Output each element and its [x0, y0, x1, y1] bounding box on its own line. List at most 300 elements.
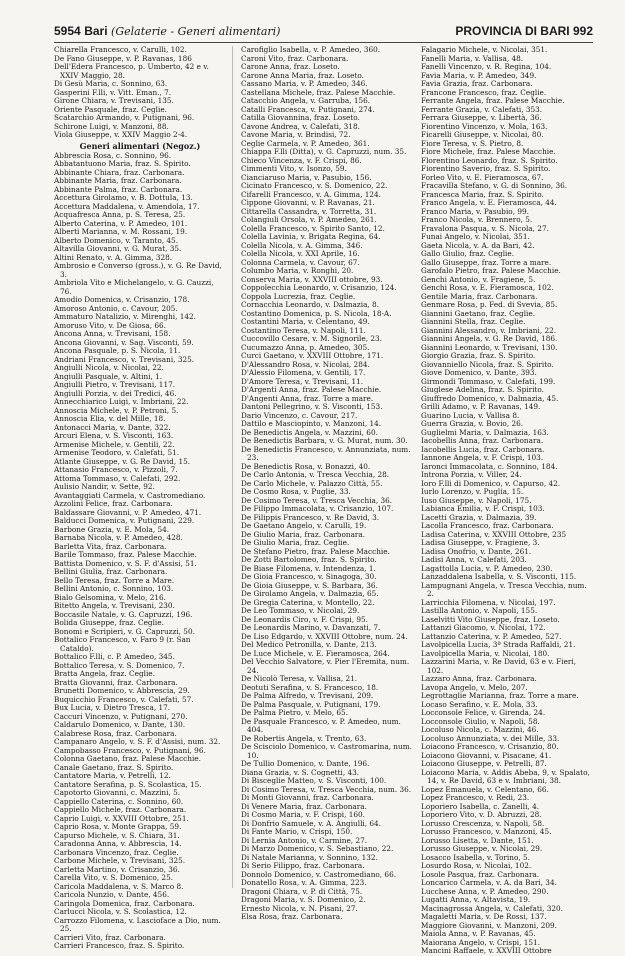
list-item: Barile Tommaso, fraz. Palese Macchie. — [54, 550, 197, 559]
list-item: Bitetto Angela, v. Trevisani, 230. — [54, 601, 175, 610]
list-item: Accettura Girolamo, v. B. Dottula, 13. — [54, 193, 193, 202]
list-item: Coppola Lucrezia, fraz. Ceglie. — [241, 291, 356, 301]
list-item: De Leonardis Ciro, v. F. Crispi, 95. — [241, 614, 368, 624]
list-item: Locoluso Nicola, c. Mazzini, 46. — [421, 725, 539, 734]
list-item: D'Alessandro Rosa, v. Nicolai, 284. — [241, 359, 370, 369]
list-item: Ernesto Nicola, v. N. Pisani, 27. — [241, 903, 358, 913]
list-item: De Gregia Caterina, v. Montello, 22. — [241, 597, 375, 607]
list-item: Lacolla Francesco, fraz. Carbonara. — [421, 521, 554, 530]
list-item: Caccuri Vincenzo, v. Putignani, 270. — [54, 711, 188, 721]
list-item: Cifarelli Francesco, v. A. Gimma, 124. — [241, 189, 382, 199]
list-item: Di Venere Maria, fraz. Carbonara. — [241, 801, 367, 811]
list-item: Abbatantuono Maria, fraz. S. Spirito. — [54, 159, 191, 168]
list-item: Fracavilla Stefano, v. G. di Sonnino, 36. — [421, 181, 568, 190]
list-item: Carletta Martino, v. Crisanzio, 36. — [54, 864, 180, 874]
list-item: Dragoni Chiara, v. P. di Città, 75. — [241, 886, 363, 896]
list-item: Gallo Giulio, fraz. Ceglie. — [421, 249, 515, 258]
list-item: De Carlo Michele, v. Palazzo Città, 55. — [241, 478, 383, 488]
list-item: Barnaba Nicola, v. P. Amedeo, 428. — [54, 533, 183, 542]
list-item: Giannini Angela, v. G. Re David, 186. — [421, 334, 558, 343]
list-item: Di Marzo Domenico, v. S. Sebastiano, 22. — [241, 844, 394, 853]
list-item: Caricola Maddalena, v. S. Marco 8. — [54, 881, 184, 891]
list-item: Ceglie Carmela, v. P. Amedeo, 361. — [241, 138, 370, 148]
list-item: Maiola Anna, v. P. Ravanas, 45. — [421, 929, 536, 938]
list-item: De Gioia Giuseppe, v. S. Barbara, 36. — [241, 580, 378, 590]
list-item: Cappiello Caterina, c. Sonnino, 60. — [54, 796, 184, 806]
list-item: De Cosmo Rosa, v. Puglie, 33. — [241, 487, 351, 496]
list-item: Ferrara Giuseppe, v. Libertà, 36. — [421, 113, 542, 122]
list-item: Diana Grazia, v. S. Cognetti, 43. — [241, 767, 360, 777]
list-item: Deotuti Serafina, v. S. Francesco, 18. — [241, 682, 379, 692]
list-item: Lopez Emanuela, v. Celentano, 66. — [421, 784, 549, 794]
list-item: Balducci Domenica, v. Putignani, 229. — [54, 516, 195, 525]
list-item: Catalli Francesca, v. Putignani, 274. — [241, 104, 375, 114]
list-item: Abbrescia Rosa, c. Sonnino, 96. — [54, 150, 172, 160]
list-item: Carrieri Vito, fraz. Carbonara. — [54, 932, 166, 942]
list-item: De Robertis Angela, v. Trento, 63. — [241, 733, 367, 743]
list-item: Curci Gaetano, v. XXVIII Ottobre, 171. — [241, 351, 384, 360]
list-item: Falagario Michele, v. Nicolai, 351. — [421, 45, 548, 54]
list-item: De Filippis Francesco, v. Re David, 3. — [241, 512, 380, 522]
column-middle — [241, 45, 413, 921]
list-item: Schirone Luigi, v. Manzoni, 88. — [54, 121, 169, 131]
list-item: Carbone Michele, v. Trevisani, 325. — [54, 856, 186, 865]
list-item: Grilli Adamo, v. P. Ravanas, 149. — [421, 402, 541, 411]
list-item: Armenise Teodoro, v. Calefati, 51. — [54, 448, 180, 457]
list-item: Lampugnani Angela, v. Tresca Vecchia, num. 2. — [421, 580, 587, 598]
list-item: Genchi Antonio, v. Fragiene, 5. — [421, 274, 536, 284]
list-item: Fiore Teresa, v. S. Pietro, 8. — [421, 138, 524, 148]
list-item: Lagattolla Lucia, v. P. Amedeo, 230. — [421, 563, 553, 573]
list-item: Gallo Giuseppe, fraz. Torre a mare. — [421, 257, 552, 267]
list-item: Baldassare Giovanni, v. P. Amedeo, 471. — [54, 507, 202, 517]
listing-columns — [54, 45, 593, 955]
list-item: Cavone Maria, v. Brindisi, 72. — [241, 130, 351, 139]
list-item: Costantino Teresa, v. Napoli, 111. — [241, 325, 366, 335]
list-item: Angiulli Pasquale, v. Altini, 1. — [54, 371, 163, 381]
list-item: Iacobellis Anna, fraz. Carbonara. — [421, 436, 544, 445]
list-item: Ancona Pasquale, p. S. Nicola, 11. — [54, 346, 181, 355]
list-item: Annoscia Michele, v. P. Petroni, 5. — [54, 405, 179, 415]
list-item: De Palma Pietro, v. Melo, 65. — [241, 708, 349, 717]
list-item: Dattilo e Masciopinto, v. Manzoni, 14. — [241, 419, 382, 428]
list-item: De Zotti Bartolomeo, fraz. S. Spirito. — [241, 555, 377, 564]
list-item: Florentino Leonardo, fraz. S. Spirito. — [421, 155, 558, 165]
list-item: De Leonardis Marino, v. Davanzati, 7. — [241, 623, 381, 632]
list-item: Carbonara Vincenzo, fraz. Ceglie. — [54, 847, 179, 857]
list-item: Lorusso Lisetta, v. Dante, 151. — [421, 835, 534, 845]
list-item: Cavone Andrea, v. Calefati, 318. — [241, 121, 360, 131]
list-item: De Carlo Antonia, v. Tresca Vecchia, 28. — [241, 470, 390, 479]
list-item: Bialo Gelsomina, v. Melo, 216. — [54, 592, 166, 602]
list-item: Arcuri Elena, v. S. Visconti, 163. — [54, 431, 174, 440]
list-item: Dell'Edera Francesco, p. Umberto, 42 e v. XXIV Maggio, 28. — [54, 62, 209, 80]
list-item: De Benedictis Angela, v. Mazzini, 60. — [241, 427, 378, 437]
list-item: Chiappa F.lli (Ditta), v. G. Capruzzi, num. 35. — [241, 147, 407, 156]
list-item: Giovanniello Nicola, fraz. S. Spirito. — [421, 359, 554, 369]
list-item: Attoma Tommaso, v. Calefati, 292. — [54, 473, 181, 483]
list-item: Ancona Giovanni, v. Sag. Visconti, 59. — [54, 337, 194, 347]
list-item: Caringola Domenica, fraz. Carbonara. — [54, 898, 195, 908]
list-item: Carrozzo Filomena, v. Lascioface a Dio, num. 25. — [54, 915, 221, 933]
list-item: Di Cosimo Teresa, v. Tresca Vecchia, num. 36. — [241, 784, 412, 794]
list-item: Forleo Vito, v. E. Fieramosca, 67. — [421, 172, 544, 182]
list-item: Canale Gaetano, fraz. S. Spirito. — [54, 762, 174, 772]
list-item: Giuffredo Domenico, v. Dalmazia, 45. — [421, 393, 559, 403]
list-item: Funai Angelo, v. Nicolai, 351. — [421, 232, 530, 241]
list-item: Di Gesù Maria, c. Sonnino, 63. — [54, 79, 168, 88]
list-item: Lattanzio Caterina, v. P. Amedeo, 527. — [421, 631, 562, 641]
list-item: Chieco Vincenza, v. F. Crispi, 86. — [241, 155, 362, 165]
list-item: De Filippo Immacolata, v. Crisanzio, 107. — [241, 504, 394, 513]
list-item: Guarino Lucia, v. Vallisa 8. — [421, 410, 520, 420]
list-item: Cianciaruso Maria, v. Pasubio, 156. — [241, 172, 372, 182]
list-item: Franco Angela, v. E. Fieramosca, 44. — [421, 198, 557, 207]
list-item: Alberto Caterina, v. P. Amedeo, 101. — [54, 218, 188, 228]
list-item: Cippone Giovanni, v. P. Ravanas, 21. — [241, 198, 375, 207]
list-item: Capurso Michele, v. S. Chiara, 31. — [54, 830, 180, 840]
list-item: Costantino Domenica, p. S. Nicola, 18-A. — [241, 308, 392, 318]
list-item: Franco Nicola, v. Brennero, 5. — [421, 215, 533, 224]
list-item: Iaronci Immacolata, c. Sonnino, 184. — [421, 461, 558, 471]
list-item: De Tullio Domenico, v. Dante, 196. — [241, 759, 370, 768]
list-item: De Pasquale Francesco, v. P. Amedeo, num. 404. — [241, 716, 401, 734]
list-item: Giannini Leonardo, v. Trevisani, 130. — [421, 342, 558, 352]
list-item: Ferrante Grazia, v. Calefati, 353. — [421, 104, 543, 114]
list-item: Abbinante Palma, fraz. Carbonara. — [54, 184, 183, 194]
list-item: Caprio Rosa, v. Monte Grappa, 59. — [54, 822, 182, 831]
list-item: Di Fante Mario, v. Crispi, 150. — [241, 827, 353, 836]
list-item: Bellini Giulia, fraz. Carbonara. — [54, 567, 168, 576]
list-item: De Giulio Maria, fraz. Ceglie. — [241, 538, 350, 547]
list-item: Giannini Alessandro, v. Imbriani, 22. — [421, 325, 557, 335]
list-item: De Palma Pasquale, v. Putignani, 179. — [241, 699, 381, 709]
list-item: Viola Giuseppe, v. XXIV Maggio 2-4. — [54, 130, 188, 139]
list-item: Fanelli Maria, v. Vallisa, 48. — [421, 53, 524, 63]
list-item: De Gaetano Angelo, v. Carulli, 19. — [241, 521, 367, 530]
list-item: Bottalico F.lli, c. P. Amedeo, 345. — [54, 652, 175, 661]
section-subtitle: (Gelaterie - Generi alimentari) — [111, 25, 281, 38]
list-item: Lavolpicella Maria, v. Nicolai, 180. — [421, 648, 550, 658]
list-item: De Cosimo Teresa, v. Tresca Vecchia, 36. — [241, 495, 393, 505]
list-item: Columbo Maria, v. Ronghi, 20. — [241, 266, 354, 275]
list-item: Del Vecchio Salvatore, v. Pier l'Eremita, num. 24. — [241, 657, 410, 675]
city-name: Bari — [84, 24, 108, 38]
list-item: Colella Nicola, v. A. Gimma, 346. — [241, 240, 363, 250]
list-item: Andriani Francesco, v. Trevisani, 325. — [54, 354, 195, 364]
list-item: Di Lernia Antonio, v. Carmine, 27. — [241, 835, 368, 845]
list-item: Annecchiarico Luigi, v. Imbriani, 22. — [54, 397, 189, 406]
list-item: Carone Anna Maria, fraz. Loseto. — [241, 70, 364, 80]
list-item: Bonomi e Scripieri, v. G. Capruzzi, 50. — [54, 626, 195, 636]
list-item: Ladisi Anna, v. Calefati, 203. — [421, 555, 527, 564]
list-item: De Benedictis Francesco, v. Annunziata, num. 23. — [241, 444, 411, 462]
page-header — [54, 24, 593, 43]
list-item: Annoscia Elia, v. del Mille, 18. — [54, 414, 166, 423]
list-item: Di Cosmo Maria, v. F. Crispi, 160. — [241, 810, 365, 819]
list-item: Battista Domenico, v. S. F. d'Assisi, 51. — [54, 558, 197, 568]
list-item: Azzolini Felice, fraz. Carbonara. — [54, 499, 173, 508]
list-item: Colella Francesco, v. Spirito Santo, 12. — [241, 223, 385, 233]
list-item: Fiorentino Saverio, fraz. S. Spirito. — [421, 164, 551, 173]
list-item: Avantaggiati Carmela, v. Castromediano. — [54, 490, 206, 500]
list-item: Favia Grazia, fraz. Carbonara. — [421, 79, 533, 88]
list-item: Cuccovillo Cesare, v. M. Signorile, 23. — [241, 334, 382, 343]
section-title: Generi alimentari (Negoz.) — [79, 140, 201, 151]
list-item: De Fano Giuseppe, v. P. Ravanas, 186 — [54, 53, 192, 63]
list-item: Locconsole Giulio, v. Napoli, 58. — [421, 716, 540, 726]
column-left — [54, 45, 233, 950]
list-item: Abbinante Chiara, fraz. Carbonara. — [54, 167, 185, 177]
list-item: Lacetti Grazia, v. Dalmazia, 39. — [421, 512, 537, 522]
list-item: Angiulli Porzia, v. dei Tredici, 46. — [54, 388, 177, 398]
list-item: Cassano Maria, v. P. Amedeo, 346. — [241, 79, 368, 88]
list-item: Magaletti Maria, v. De Rossi, 137. — [421, 912, 547, 921]
list-item: Ammaturo Natalizio, v. Mirenghi, 142. — [54, 312, 196, 321]
list-item: Carone Anna, fraz. Loseto. — [241, 62, 340, 71]
list-item: Bux Lucia, v. Dietro Tresca, 17. — [54, 703, 171, 712]
list-item: Ladisa Caterina, v. XXVIII Ottobre, 235 — [421, 529, 567, 539]
list-item: Aulisio Nandir, v. Sette, 92. — [54, 482, 155, 491]
list-item: Fiore Michele, fraz. Palese Macchie. — [421, 147, 556, 156]
list-item: Boccasile Natale, v. G. Capruzzi, 196. — [54, 609, 193, 619]
list-item: Cicinato Francesco, v. S. Domenico, 22. — [241, 181, 388, 190]
list-item: De Scisciolo Domenico, v. Castromarina, num. 10. — [241, 742, 412, 760]
list-item: Francone Francesco, fraz. Ceglie. — [421, 87, 547, 97]
list-item: Fiorentino Vincenzo, v. Mola, 163. — [421, 121, 548, 131]
header-left — [54, 24, 280, 38]
list-item: Lucchese Anna, v. P. Amedeo, 290. — [421, 886, 549, 896]
list-item: Loporiero Vito, v. D. Abruzzi, 28. — [421, 810, 542, 819]
list-item: Giannini Stella, fraz. Ceglie. — [421, 317, 526, 326]
list-item: Donatello Rosa, v. A. Gimma, 223. — [241, 878, 367, 887]
list-item: De Luce Michele, v. E. Fieramosca, 264. — [241, 648, 390, 658]
list-item: Altini Renato, v. A. Gimma, 328. — [54, 252, 173, 262]
list-item: De Liso Edgardo, v. XXVIII Ottobre, num. 24. — [241, 631, 408, 641]
list-item: D'Alessio Filomena, v. Gentili, 17. — [241, 368, 366, 377]
list-item: Conserva Maria, v. XXVIII ottobre, 93. — [241, 274, 383, 284]
list-item: Mancini Raffaele, v. XXVIII Ottobre — [421, 946, 552, 955]
list-item: Iannone Angela, v. F. Crispi, 103. — [421, 453, 544, 462]
list-item: Abbinante Maria, fraz. Carbonara. — [54, 176, 182, 185]
list-item: Losole Pasqua, fraz. Carbonara. — [421, 869, 540, 879]
list-item: D'Amore Teresa, v. Trevisani, 11. — [241, 376, 364, 386]
list-item: Angiulli Nicola, v. Nicolai, 22. — [54, 363, 164, 372]
list-item: Losurdo Rosa, v. Nicolai, 102. — [421, 861, 532, 870]
header-right — [455, 24, 593, 38]
list-item: Lazzaro Anna, fraz. Carbonara. — [421, 674, 537, 683]
list-item: Di Donfrio Samuele, v. A. Angiulli, 64. — [241, 818, 381, 828]
list-item: Ancona Anna, v. Trevisani, 158. — [54, 329, 171, 338]
list-item: Oriente Pasquale, fraz. Ceglie. — [54, 104, 167, 114]
list-item: Barletta Vita, fraz. Carbonara. — [54, 541, 167, 551]
list-item: Lorusso Crescenza, v. Napoli, 58. — [421, 818, 545, 828]
column-right — [421, 45, 593, 955]
list-item: Garofalo Pietro, fraz. Palese Macchie. — [421, 266, 561, 275]
list-item: Guerra Grazia, v. Bovio, 26. — [421, 419, 524, 428]
list-item: Loporiero Isabella, c. Zanelli, 4. — [421, 801, 540, 811]
list-item: Favia Maria, v. P. Amedeo, 349. — [421, 70, 537, 80]
list-item: Lorusso Giuseppe, v. Nicolai, 29. — [421, 844, 543, 853]
list-item: De Nicolò Teresa, v. Vallisa, 21. — [241, 674, 358, 683]
list-item: Ferrante Angela, fraz. Palese Macchie. — [421, 96, 565, 105]
list-item: Girone Chiara, v. Trevisani, 135. — [54, 96, 174, 105]
list-item: Loiacono Giovanni, v. Pisacane, 41. — [421, 750, 552, 760]
list-item: Cantatore Serafina, p. S. Scolastica, 15. — [54, 779, 202, 789]
list-item: Elsa Rosa, fraz. Carbonara. — [241, 912, 343, 921]
list-item: Lugatti Anna, v. Altavista, 19. — [421, 895, 531, 904]
list-item: Catilla Giovannina, fraz. Loseto. — [241, 113, 360, 122]
list-item: Alberto Domenico, v. Taranto, 45. — [54, 235, 179, 245]
list-item: Gaeta Nicola, v. A. da Bari, 42. — [421, 240, 535, 250]
list-item: Cittarella Cassandra, v. Torretta, 31. — [241, 206, 377, 216]
list-item: De Benedictis Rosa, v. Bonazzi, 40. — [241, 461, 371, 471]
list-item: Caprio Luigi, v. XXVIII Ottobre, 251. — [54, 813, 189, 823]
list-item: Colella Lavinia, v. Brigata Regina, 64. — [241, 232, 381, 241]
list-item: Amoroso Antonio, c. Cavour, 205. — [54, 303, 178, 313]
list-item: De Stefano Pietro, fraz. Palese Macchie. — [241, 546, 390, 556]
list-item: Francesca Maria, fraz. S. Spirito. — [421, 189, 544, 199]
list-item: D'Argenti Anna, fraz. Palese Macchie. — [241, 385, 382, 394]
list-item: Colonna Gaetano, fraz. Palese Macchie. — [54, 754, 201, 763]
list-item: Carofiglio Isabella, v. P. Amedeo, 360. — [241, 45, 381, 54]
list-item: Larricchia Filomena, v. Nicolai, 197. — [421, 597, 556, 607]
list-item: Chiarella Francesco, v. Carulli, 102. — [54, 45, 187, 54]
list-item: Campobasso Francesco, v. Putignani, 96. — [54, 745, 206, 755]
list-item: Angiulli Pietro, v. Trevisani, 117. — [54, 380, 176, 389]
list-item: Accettura Maddalena, v. Amendola, 17. — [54, 201, 200, 211]
list-item: D'Angenti Anna, fraz. Torre a mare. — [241, 393, 374, 403]
list-item: Loiacono Maria, v. Addis Abeba, 9, v. Spalato, 14, v. Re David, 63 e v. Imbriani, 38. — [421, 767, 590, 785]
list-item: Giove Domenico, v. Dante, 393. — [421, 368, 537, 377]
list-item: Gasperini F.lli, v. Vitt. Eman., 7. — [54, 87, 172, 97]
list-item: Calabrese Rosa, fraz. Carbonara. — [54, 728, 177, 738]
list-item: Ficarelli Giuseppe, v. Nicolai, 80. — [421, 130, 544, 139]
list-item: Locaso Serafino, v. E. Mola, 33. — [421, 699, 538, 709]
list-item: Genchi Rosa, v. E. Fieramosca, 102. — [421, 283, 554, 292]
list-item: Guglielmi Maria, v. Dalmazia, 163. — [421, 427, 549, 437]
list-item: Carella Vito, v. S. Domenico, 25. — [54, 873, 174, 882]
list-item: De Biase Filomena, v. Intendenza, 1. — [241, 563, 376, 573]
list-item: Labianca Emilia, v. F. Crispi, 103. — [421, 504, 545, 513]
list-item: De Benedictis Barbara, v. G. Murat, num. 30. — [241, 436, 408, 445]
list-item: Dario Vincenzo, c. Cavour, 217. — [241, 410, 358, 420]
list-item: Armenise Michele, v. Gentili, 22. — [54, 439, 175, 449]
list-item: Lastilla Antonio, v. Napoli, 155. — [421, 606, 538, 615]
list-item: De Palma Alfredo, v. Trevisani, 209. — [241, 691, 374, 700]
list-item: Girmondi Tommaso, v. Calefati, 199. — [421, 376, 556, 386]
list-item: Fravalona Pasqua, v. S. Nicola, 27. — [421, 223, 549, 233]
list-item: Di Bisceglie Matteo, v. S. Visconti, 100. — [241, 776, 387, 785]
list-item: De Giulio Maria, fraz. Carbonara. — [241, 529, 366, 539]
list-item: Colonna Carmela, v. Cavour, 67. — [241, 257, 360, 267]
list-item: Iuso Giuseppe, v. Napoli, 175. — [421, 495, 532, 505]
list-item: Loiacono Giuseppe, v. Petrelli, 87. — [421, 759, 547, 768]
list-item: Bellini Antonio, c. Sonnino, 103. — [54, 584, 174, 593]
list-item: Locconsole Felice, v. Girenda, 24. — [421, 708, 546, 717]
list-item: Dragoni Maria, v. S. Domenico, 2. — [241, 895, 366, 904]
province-title: PROVINCIA DI BARI — [455, 24, 570, 38]
list-item: Bratta Angela, fraz. Ceglie. — [54, 669, 155, 678]
list-item: Del Medico Petronilla, v. Dante, 213. — [241, 640, 377, 649]
list-item: Bolida Giuseppe, fraz. Ceglie. — [54, 618, 164, 627]
list-item: Catacchio Angela, v. Garruba, 156. — [241, 96, 371, 105]
list-item: De Leo Tommaso, v. Nicolai, 29. — [241, 606, 360, 615]
list-item: Cucumazzo Anna, p. Amedeo, 305. — [241, 342, 370, 352]
list-item: Barbone Grazia, v. E. Mola, 54. — [54, 524, 170, 534]
list-item: Introna Porzia, v. Viller, 24. — [421, 470, 522, 479]
list-item: Ladisa Onofrio, v. Dante, 261. — [421, 546, 532, 556]
list-item: Di Serio Filippo, fraz. Carbonara. — [241, 861, 365, 870]
list-item: Cappiello Michele, fraz. Carbonara. — [54, 805, 187, 814]
list-item: Caradonna Anna, v. Abbrescia, 14. — [54, 839, 182, 848]
list-item: Caricola Nunzio, v. Dante, 456. — [54, 890, 170, 899]
list-item: Giorgio Grazia, fraz. S. Spirito. — [421, 351, 536, 360]
list-item: De Girolamo Angela, v. Dalmazia, 65. — [241, 589, 379, 598]
list-item: Altavilla Giovanni, v. G. Murat, 35. — [54, 244, 182, 253]
list-item: Fanelli Vincenzo, v. R. Regina, 104. — [421, 62, 552, 71]
list-item: Giuglese Adelina, fraz. S. Spirito. — [421, 385, 544, 394]
list-item: Donnolo Domenico, v. Castromediano, 66. — [241, 869, 397, 879]
list-item: Lorusso Francesco, v. Manzoni, 45. — [421, 827, 552, 836]
list-item: Laselvitti Vito Giuseppe, fraz. Loseto. — [421, 614, 560, 624]
list-item: Losacco Isabella, v. Torino, 5. — [421, 852, 530, 862]
list-item: Amodio Domenica, v. Crisanzio, 178. — [54, 295, 190, 304]
list-item: Loncarico Carmela, v. A. da Bari, 34. — [421, 878, 557, 887]
list-item: Di Monti Giovanni, fraz. Carbonara. — [241, 793, 374, 802]
list-item: Lavopa Angelo, v. Melo, 207. — [421, 682, 528, 692]
list-item: Campanaro Angelo, v. S. F. d'Assisi, num. 32. — [54, 737, 221, 746]
list-item: Ambrosio e Converso (gross.), v. G. Re David, 3. — [54, 261, 222, 279]
list-item: Bratta Giovanni, fraz. Carbonara. — [54, 677, 178, 687]
list-item: Atlante Giuseppe, v. G. Re David, 15. — [54, 456, 191, 466]
list-item: Macinagrossa Angela, v. Calefati, 320. — [421, 903, 563, 913]
list-item: Ladisa Giuseppe, v. Fragiene, 3. — [421, 538, 540, 547]
list-item: Coppolecchia Leonardo, v. Crisanzio, 124. — [241, 283, 397, 292]
list-item: Di Natale Marianna, v. Sonnino, 132. — [241, 852, 378, 862]
list-item: Colangiuli Orsola, v. P. Amedeo, 261. — [241, 215, 377, 224]
list-item: Gentile Maria, fraz. Carbonara. — [421, 291, 538, 301]
list-item: Alberti Marianna, v. M. Rossani, 19. — [54, 227, 188, 236]
list-item: Franco Maria, v. Pasubio, 99. — [421, 206, 529, 216]
list-item: Dantoni Pellegrino, v. S. Visconti, 153. — [241, 402, 383, 411]
list-item: Cornacchia Leonardo, v. Dalmazia, 8. — [241, 300, 380, 309]
list-item: Lazzarini Maria, v. Re David, 63 e v. Fieri, 102. — [421, 657, 577, 675]
list-item: Genmare Rosa, p. Fed. di Svevia, 85. — [421, 300, 558, 309]
list-item: Attanasio Francesco, v. Pizzoli, 7. — [54, 465, 178, 474]
list-item: Lavolpicella Lucia, 3ª Strada Raffaldi, 21. — [421, 640, 576, 649]
list-item: Castellana Michele, fraz. Palese Macchie. — [241, 87, 396, 97]
list-item: Bottalico Francesco, v. Faro 9 (r. San Cataldo). — [54, 635, 191, 653]
list-item: Ioro F.lli di Domenico, v. Capurso, 42. — [421, 478, 561, 488]
list-item: Brunetti Domenico, v. Abbrescia, 29. — [54, 686, 190, 695]
list-item: Giannini Gaetano, fraz. Ceglie. — [421, 308, 536, 318]
list-item: Legrottaglie Marianna, fraz. Torre a mare. — [421, 691, 579, 700]
list-item: Carrieri Francesco, fraz. S. Spirito. — [54, 941, 185, 950]
list-item: Amoruso Vito, v. De Giosa, 66. — [54, 320, 166, 330]
list-item: Lopez Francesco, v. Redi, 23. — [421, 793, 530, 802]
list-item: Buquicchio Francesco, v. Calefati, 57. — [54, 694, 194, 704]
list-item: Bello Teresa, fraz. Torre a Mare. — [54, 575, 175, 585]
list-item: Iurlo Lorenzo, v. Puglia, 15. — [421, 487, 524, 496]
page-number-left: 5954 — [54, 24, 81, 38]
list-item: De Gioia Francesco, v. Sinagoga, 30. — [241, 572, 377, 581]
list-item: Scatarchio Armando, v. Putignani, 96. — [54, 113, 195, 122]
list-item: Caldarulo Domenico, v. Dante, 130. — [54, 720, 186, 729]
list-item: Ambriola Vito e Michelangelo, v. G. Cauzzi, 76. — [54, 278, 214, 296]
page-number-right: 992 — [572, 24, 593, 38]
list-item: Acquafresca Anna, p. S. Teresa, 25. — [54, 210, 186, 219]
